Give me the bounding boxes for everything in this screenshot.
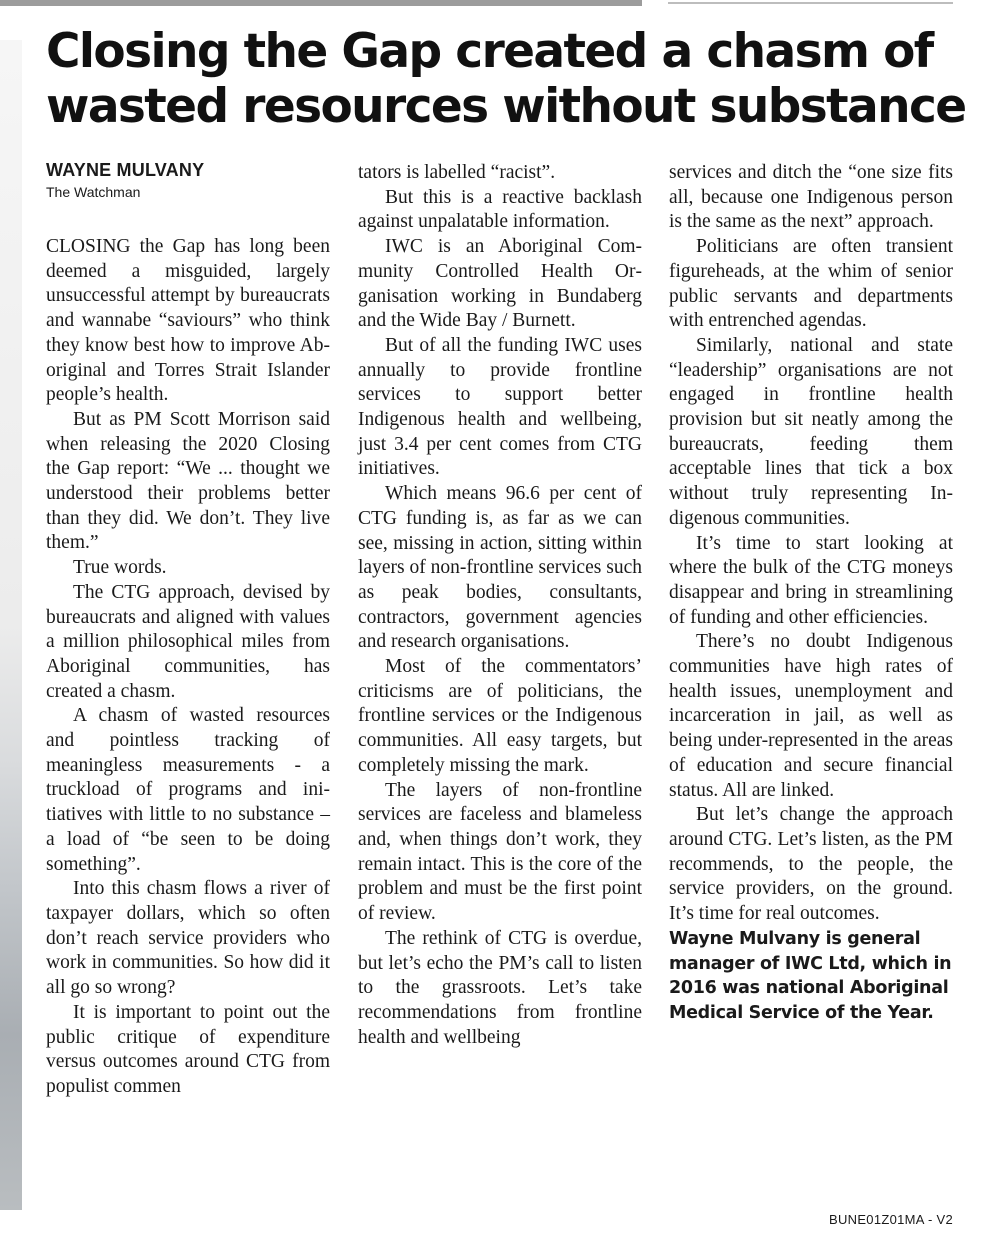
paragraph: services and ditch the “one size fits all, because one Indigenous person is the same as the next” approach.	[669, 162, 953, 233]
paragraph: But as PM Scott Morrison said when releasing the 2020 Closing the Gap report: “We ... thought we understood their problems better than they did. We don’t. They live them.”	[46, 408, 330, 554]
page-edge-image-strip	[0, 40, 22, 1210]
page-code: BUNE01Z01MA - V2	[828, 1212, 953, 1227]
paragraph: True words.	[73, 557, 167, 579]
paragraph: The layers of non-frontline services are faceless and blameless and, when things don’t work, they remain intact. This is the core of the problem and must be the first point of review.	[358, 779, 642, 925]
top-rule-right	[668, 2, 953, 4]
author-bio: Wayne Mulvany is general manager of IWC Ltd, which in 2016 was national Aboriginal Medical Service of the Year.	[669, 928, 952, 1023]
paragraph: tators is labelled “racist”.	[358, 162, 556, 183]
paragraph: The rethink of CTG is overdue, but let’s echo the PM’s call to listen to the grassroots. Let’s take recommendations from frontline health and wellbeing	[358, 927, 642, 1048]
paragraph: But let’s change the approach around CTG. Let’s listen, as the PM recommends, to the people, the service providers, on the ground. It’s time for real outcomes.	[669, 804, 953, 925]
paragraph: The CTG approach, devised by bureaucrats and aligned with values a million philosophical miles from Aboriginal communities, has created a chasm.	[46, 581, 330, 702]
paragraph: Similarly, national and state “leadership” organisations are not engaged in frontline health provision but sit neatly among the bureaucrats, feeding them acceptable lines that tick a box without truly representing Indigenous communities.	[669, 334, 953, 529]
article-column-3	[669, 161, 953, 1026]
paragraph: Politicians are often transient figureheads, at the whim of senior public servants and departments with entrenched agendas.	[669, 236, 953, 332]
paragraph: IWC is an Aboriginal Community Controlled Health Organisation working in Bundaberg and the Wide Bay / Burnett.	[358, 236, 642, 332]
article-column-1	[46, 235, 330, 1100]
paragraph: Most of the commentators’ criticisms are of politicians, the frontline services or the Indigenous communities. All easy targets, but completely missing the mark.	[358, 656, 642, 776]
paragraph: Into this chasm flows a river of taxpayer dollars, which so often don’t reach service providers who work in communities. So how did it all go so wrong?	[46, 878, 330, 999]
paragraph: But of all the funding IWC uses annually to provide frontline services to support better Indigenous health and wellbeing, just 3.4 per cent comes from CTG initiatives.	[358, 334, 642, 480]
article-column-2	[358, 161, 642, 1050]
byline-organization: The Watchman	[46, 184, 141, 200]
paragraph: A chasm of wasted resources and pointless tracking of meaningless measurements - a truckload of programs and initiatives with little to no substance – a load of “be seen to be doing something”.	[46, 705, 330, 875]
paragraph: But this is a reactive backlash against unpalatable information.	[358, 186, 642, 233]
paragraph: There’s no doubt Indigenous communities have high rates of health issues, unemployment and incarceration in jail, as well as being under-represented in the areas of education and secure financial status. All are linked.	[669, 631, 953, 801]
paragraph: It is important to point out the public critique of expenditure versus outcomes around CTG from populist commen	[46, 1001, 330, 1097]
top-rule-left	[0, 0, 642, 6]
paragraph: It’s time to start looking at where the bulk of the CTG moneys disappear and bring in streamlining of funding and other efficiencies.	[669, 532, 953, 628]
headline: Closing the Gap created a chasm of wasted resources without substance	[46, 24, 966, 134]
byline-author: WAYNE MULVANY	[46, 160, 205, 180]
paragraph: Which means 96.6 per cent of CTG funding is, as far as we can see, missing in action, sitting within layers of non-frontline services such as peak bodies, consultants, contractors, government agencies and research organisations.	[358, 483, 642, 653]
paragraph: CLOSING the Gap has long been deemed a misguided, largely unsuccessful attempt by bureaucrats and wannabe “saviours” who think they know best how to improve Aboriginal and Torres Strait Islander people’s health.	[46, 236, 330, 406]
